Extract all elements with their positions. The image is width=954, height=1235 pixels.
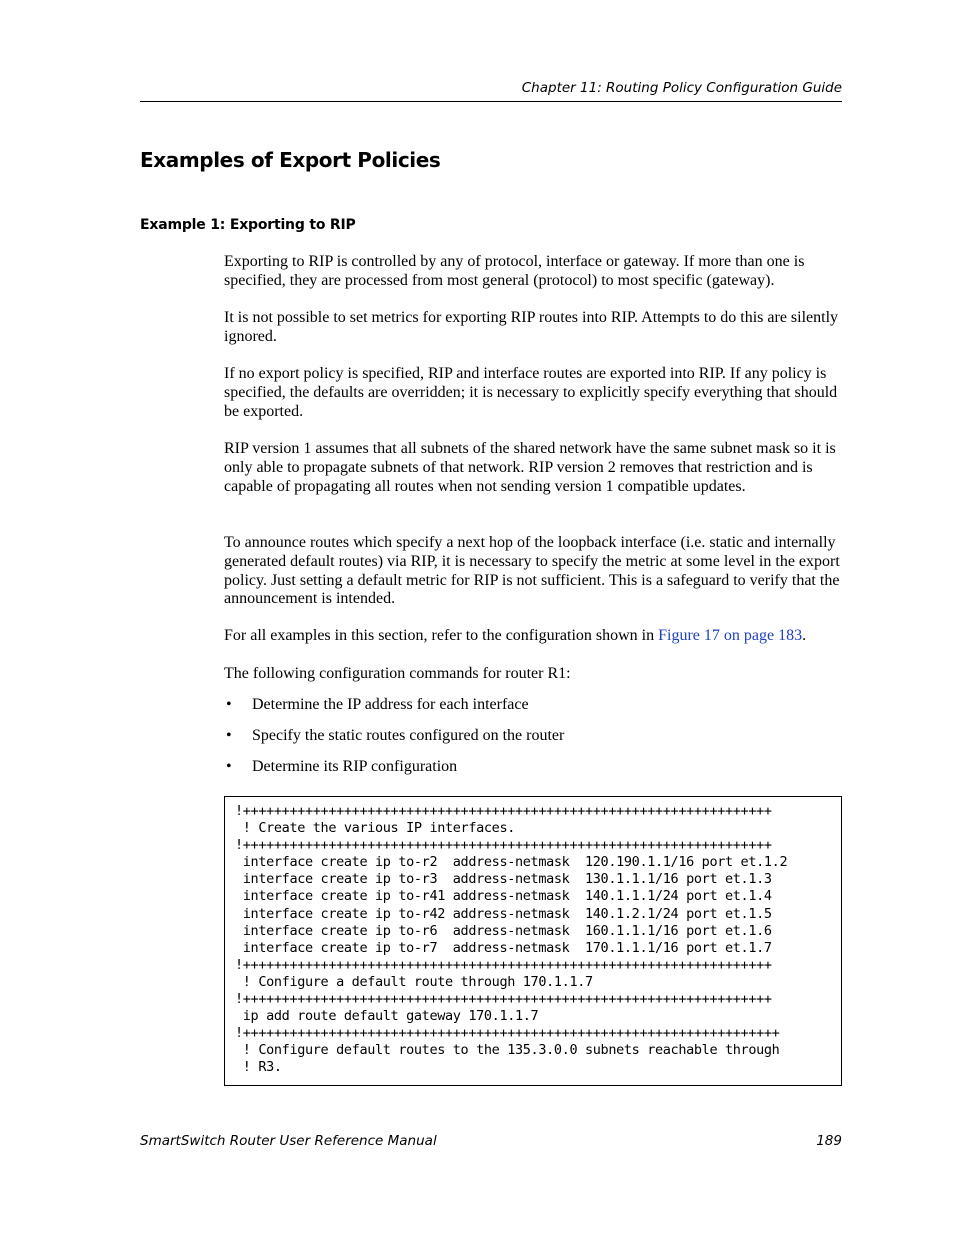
chapter-title: Chapter 11: Routing Policy Configuration Guide bbox=[521, 80, 842, 96]
list-item-text: Determine its RIP configuration bbox=[252, 758, 458, 775]
footer-manual-title: SmartSwitch Router User Reference Manual bbox=[140, 1133, 437, 1149]
paragraph-rip-control: Exporting to RIP is controlled by any of protocol, interface or gateway. If more than one is specified, they are processed from most general (protocol) to most specific (gateway). bbox=[224, 253, 805, 289]
paragraph-metrics: It is not possible to set metrics for exporting RIP routes into RIP. Attempts to do this are silently ignored. bbox=[224, 309, 839, 345]
bullet-marker: • bbox=[226, 727, 232, 744]
paragraph-loopback: To announce routes which specify a next hop of the loopback interface (i.e. static and internally generated default routes) via RIP, it is necessary to specify the metric at some level in the export policy. Just setting a default metric for RIP is not sufficient. This is a safeguard to verify that the announcement is intended. bbox=[224, 534, 840, 608]
code-example-box bbox=[224, 796, 842, 1086]
paragraph-rip-versions: RIP version 1 assumes that all subnets of the shared network have the same subnet mask so it is only able to propagate subnets of that network. RIP version 2 removes that restriction and is capable of propagating all routes when not sending version 1 compatible updates. bbox=[224, 440, 836, 495]
subsection-title: Example 1: Exporting to RIP bbox=[140, 217, 356, 233]
page-number: 189 bbox=[816, 1133, 842, 1149]
reference-end: . bbox=[802, 627, 807, 644]
bullet-marker: • bbox=[226, 758, 232, 775]
paragraph-reference bbox=[224, 627, 842, 646]
paragraph-default-policy: If no export policy is specified, RIP and interface routes are exported into RIP. If any policy is specified, the defaults are overridden; it is necessary to explicitly specify everything that should be exported. bbox=[224, 365, 838, 420]
list-item-text: Determine the IP address for each interface bbox=[252, 696, 529, 713]
bullet-marker: • bbox=[226, 696, 232, 713]
section-title: Examples of Export Policies bbox=[140, 148, 441, 172]
paragraph-intro: The following configuration commands for router R1: bbox=[224, 665, 571, 682]
figure-link[interactable]: Figure 17 on page 183 bbox=[658, 627, 803, 644]
running-header bbox=[140, 79, 842, 102]
list-item-text: Specify the static routes configured on the router bbox=[252, 727, 565, 744]
code-listing: !++++++++++++++++++++++++++++++++++++++++++++++++++++++++++++++++++++ ! Create the various IP interfaces. !++++++++++++++++++++++++++++++++++++++++++++++++++++++++++++++++++++ interface create ip to-r2 address-netmask 120.190.1.1/16 port et.1.2 interface create ip to-r3 address-netmask 130.1.1.1/16 port et.1.3 interface create ip to-r41 address-netmask 140.1.1.1/24 port et.1.4 interface create ip to-r42 address-netmask 140.1.2.1/24 port et.1.5 interface create ip to-r6 address-netmask 160.1.1.1/16 port et.1.6 interface create ip to-r7 address-netmask 170.1.1.1/16 port et.1.7 !++++++++++++++++++++++++++++++++++++++++++++++++++++++++++++++++++++ ! Configure a default route through 170.1.1.7 !++++++++++++++++++++++++++++++++++++++++++++++++++++++++++++++++++++ ip add route default gateway 170.1.1.7 !+++++++++++++++++++++++++++++++++++++++++++++++++++++++++++++++++++++ ! Configure default routes to the 135.3.0.0 subnets reachable through ! R3. bbox=[235, 803, 788, 1076]
reference-text: For all examples in this section, refer to the configuration shown in bbox=[224, 627, 659, 644]
